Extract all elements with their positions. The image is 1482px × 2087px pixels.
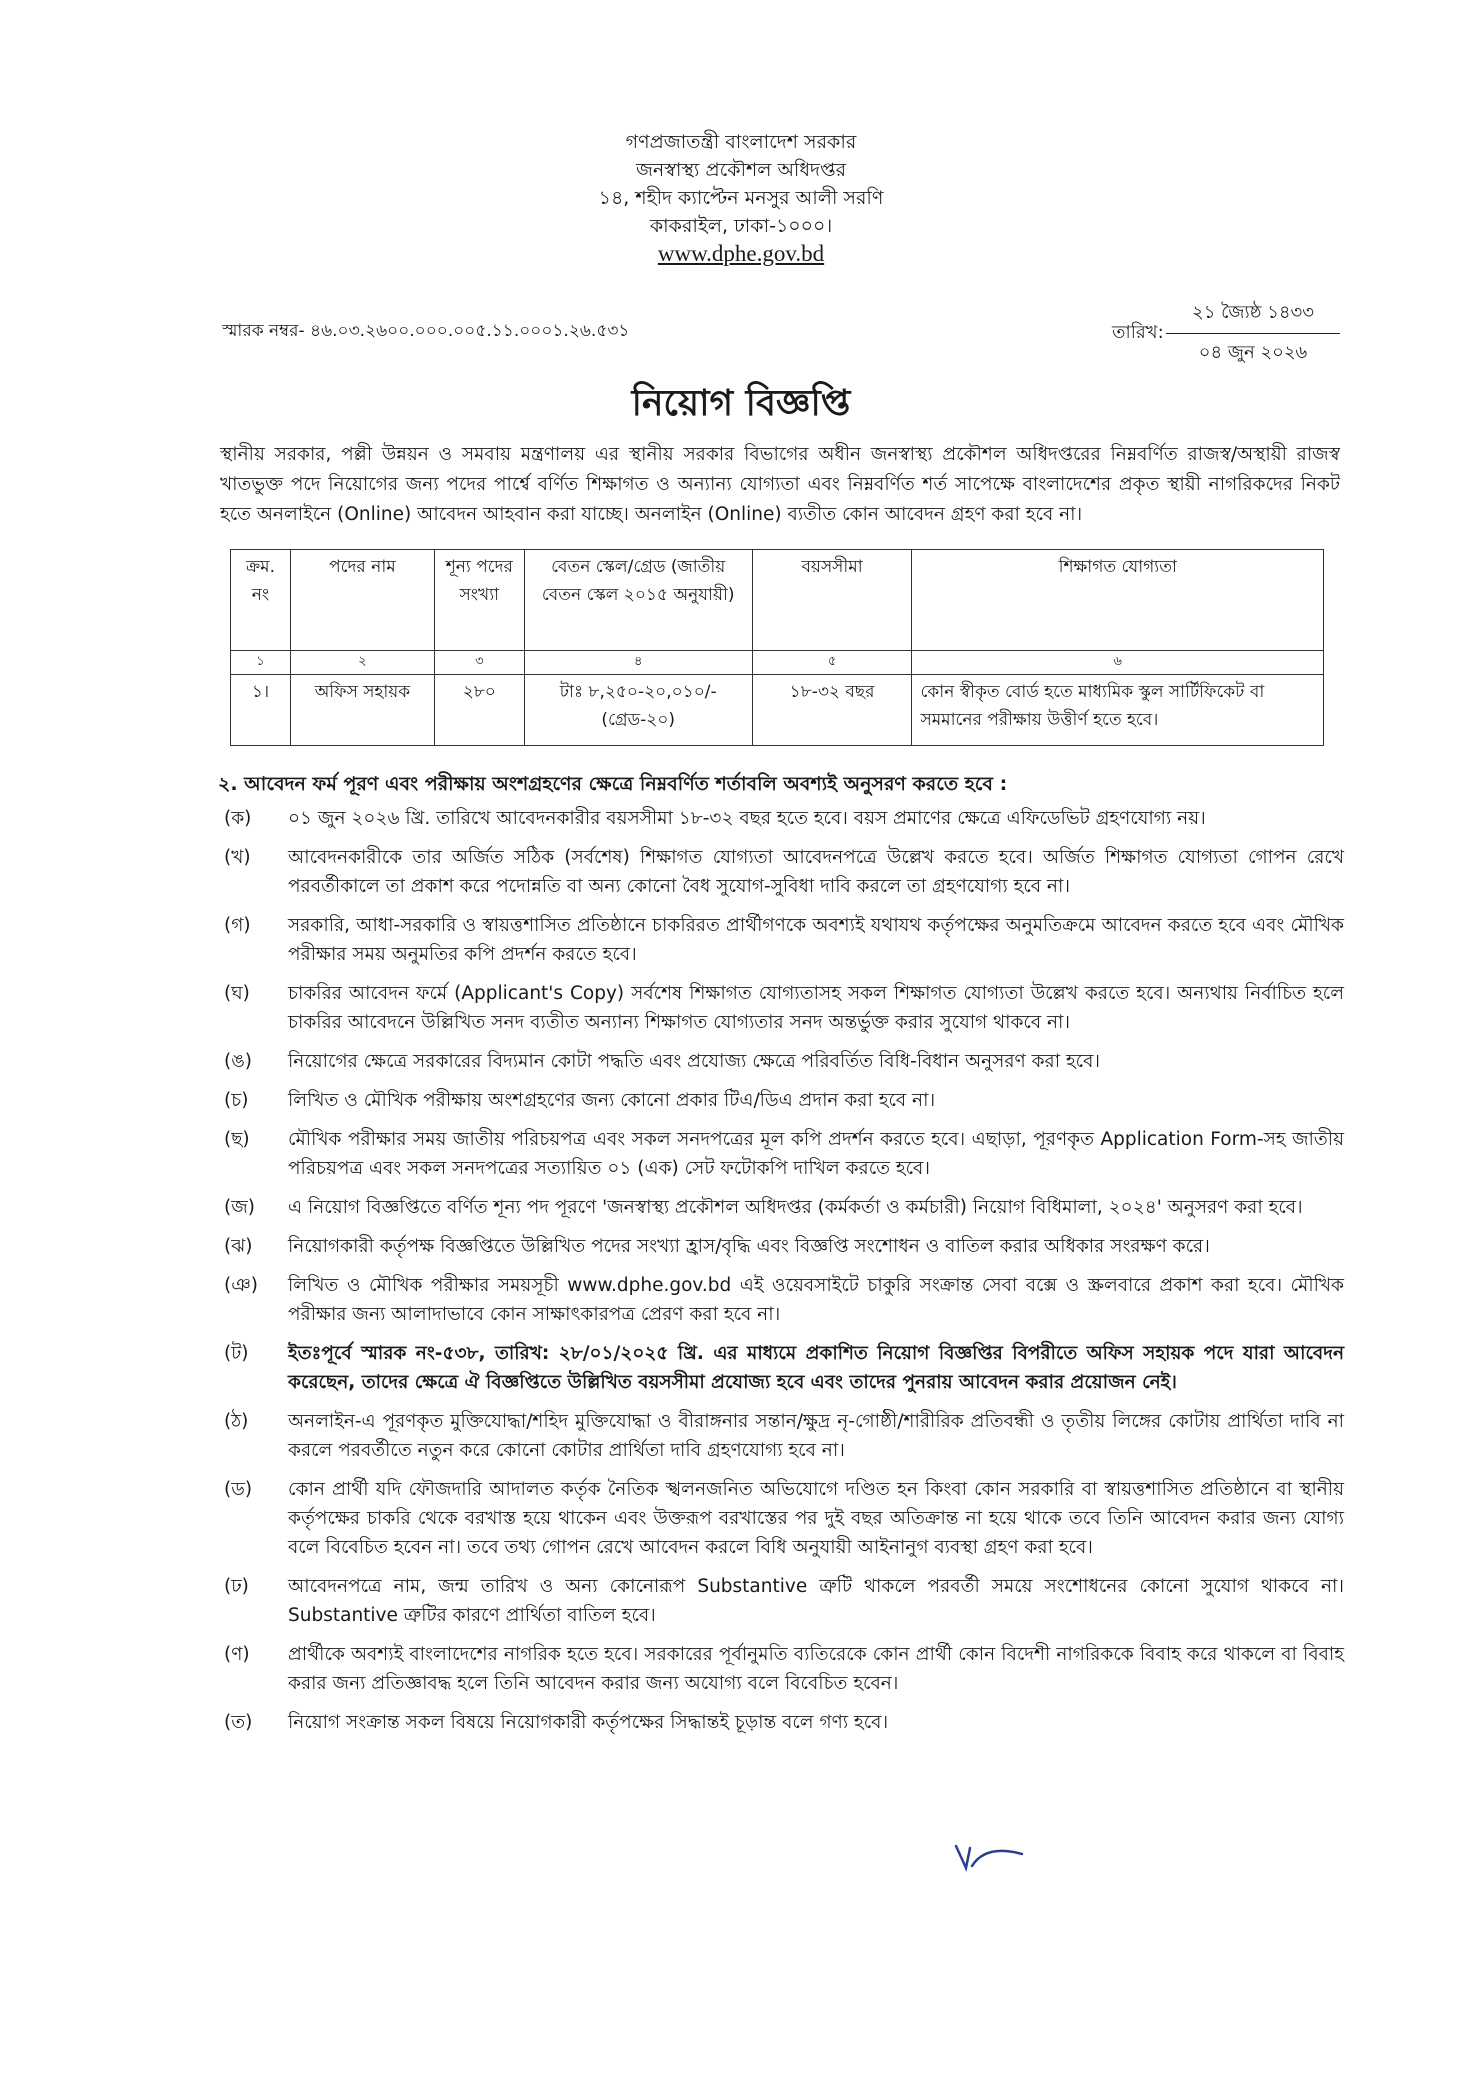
memo-number: স্মারক নম্বর- ৪৬.০৩.২৬০০.০০০.০০৫.১১.০০০১.২৬.৫৩১ [222, 321, 630, 341]
condition-item [224, 1407, 1344, 1465]
condition-item [224, 911, 1344, 969]
condition-text: কোন প্রার্থী যদি ফৌজদারি আদালত কর্তৃক নৈতিক স্খলনজনিত অভিযোগে দণ্ডিত হন কিংবা কোন সরকারি বা স্বায়ত্তশাসিত প্রতিষ্ঠানে বা স্থানীয় কর্তৃপক্ষের চাকরি থেকে বরখাস্ত হয়ে থাকেন এবং উক্তরূপ বরখাস্তের পর দুই বছর অতিক্রান্ত না হয়ে থাকে তবে তিনি আবেদন করার জন্য যোগ্য বলে বিবেচিত হবেন না। তবে তথ্য গোপন রেখে আবেদন করলে বিধি অনুযায়ী আইনানুগ ব্যবস্থা গ্রহণ করা হবে। [288, 1479, 1344, 1558]
condition-text: সরকারি, আধা-সরকারি ও স্বায়ত্তশাসিত প্রতিষ্ঠানে চাকরিরত প্রার্থীগণকে অবশ্যই যথাযথ কর্তৃপক্ষের অনুমতিক্রমে আবেদন করতে হবে এবং মৌখিক পরীক্ষার সময় অনুমতির কপি প্রদর্শন করতে হবে। [288, 915, 1344, 965]
condition-text: নিয়োগকারী কর্তৃপক্ষ বিজ্ঞপ্তিতে উল্লিখিত পদের সংখ্যা হ্রাস/বৃদ্ধি এবং বিজ্ঞপ্তি সংশোধন ও বাতিল করার অধিকার সংরক্ষণ করে। [288, 1236, 1210, 1257]
condition-text: অনলাইন-এ পূরণকৃত মুক্তিযোদ্ধা/শহিদ মুক্তিযোদ্ধা ও বীরাঙ্গনার সন্তান/ক্ষুদ্র নৃ-গোষ্ঠী/শারীরিক প্রতিবন্ধী ও তৃতীয় লিঙ্গের কোটায় প্রার্থিতা দাবি না করলে পরবর্তীতে নতুন করে কোনো কোটার প্রার্থিতা দাবি গ্রহণযোগ্য হবে না। [288, 1411, 1344, 1461]
cell-serial: ১। [231, 675, 291, 746]
condition-item [224, 1125, 1344, 1183]
column-number-row [231, 651, 1324, 675]
col-number: ১ [231, 651, 291, 675]
department-name: জনস্বাস্থ্য প্রকৌশল অধিদপ্তর [635, 159, 847, 181]
condition-label: (ঠ) [224, 1411, 249, 1432]
header-qualification: শিক্ষাগত যোগ্যতা [912, 550, 1324, 651]
condition-label: (ঘ) [224, 983, 250, 1004]
cell-qualification: কোন স্বীকৃত বোর্ড হতে মাধ্যমিক স্কুল সার্টিফিকেট বা সমমানের পরীক্ষায় উত্তীর্ণ হতে হবে। [912, 675, 1324, 746]
date-english: ০৪ জুন ২০২৬ [1198, 342, 1308, 363]
date-label: তারিখ: [1112, 322, 1164, 343]
condition-item [224, 1086, 1344, 1115]
condition-text: ০১ জুন ২০২৬ খ্রি. তারিখে আবেদনকারীর বয়সসীমা ১৮-৩২ বছর হতে হবে। বয়স প্রমাণের ক্ষেত্রে এফিডেভিট গ্রহণযোগ্য নয়। [288, 808, 1206, 829]
condition-item [224, 1193, 1344, 1222]
condition-item [224, 1708, 1344, 1737]
condition-item [224, 1047, 1344, 1076]
vacancy-table [230, 549, 1324, 746]
col-number: ৪ [524, 651, 752, 675]
condition-item [224, 804, 1344, 833]
condition-label: (গ) [224, 915, 251, 936]
condition-label: (ঞ) [224, 1275, 258, 1296]
condition-label: (চ) [224, 1090, 249, 1111]
col-number: ৬ [912, 651, 1324, 675]
col-number: ২ [290, 651, 434, 675]
condition-label: (ক) [224, 808, 252, 829]
notice-title: নিয়োগ বিজ্ঞপ্তি [631, 383, 851, 424]
cell-age: ১৮-৩২ বছর [752, 675, 912, 746]
website-link[interactable]: www.dphe.gov.bd [657, 241, 825, 266]
condition-text: আবেদনকারীকে তার অর্জিত সঠিক (সর্বশেষ) শিক্ষাগত যোগ্যতা আবেদনপত্রে উল্লেখ করতে হবে। অর্জিত শিক্ষাগত যোগ্যতা গোপন রেখে পরবর্তীকালে তা প্রকাশ করে পদোন্নতি বা অন্য কোনো বৈধ সুযোগ-সুবিধা দাবি করলে তা গ্রহণযোগ্য হবে না। [288, 847, 1345, 897]
condition-item [224, 1572, 1344, 1630]
condition-label: (ড) [224, 1479, 253, 1500]
condition-text: নিয়োগ সংক্রান্ত সকল বিষয়ে নিয়োগকারী কর্তৃপক্ষের সিদ্ধান্তই চূড়ান্ত বলে গণ্য হবে। [288, 1712, 889, 1733]
condition-item [224, 1475, 1344, 1562]
header-age: বয়সসীমা [752, 550, 912, 651]
condition-text: প্রার্থীকে অবশ্যই বাংলাদেশের নাগরিক হতে হবে। সরকারের পূর্বানুমতি ব্যতিরেকে কোন প্রার্থী কোন বিদেশী নাগরিককে বিবাহ করে থাকলে বা বিবাহ করার জন্য প্রতিজ্ঞাবদ্ধ হলে তিনি আবেদন করার জন্য অযোগ্য বলে বিবেচিত হবেন। [288, 1644, 1344, 1694]
condition-label: (ট) [224, 1343, 249, 1364]
condition-text: নিয়োগের ক্ষেত্রে সরকারের বিদ্যমান কোটা পদ্ধতি এবং প্রযোজ্য ক্ষেত্রে পরিবর্তিত বিধি-বিধান অনুসরণ করা হবে। [288, 1051, 1101, 1072]
condition-label: (ত) [224, 1712, 253, 1733]
condition-text: লিখিত ও মৌখিক পরীক্ষার সময়সূচী www.dphe.gov.bd এই ওয়েবসাইটে চাকুরি সংক্রান্ত সেবা বক্সে ও স্ক্রলবারে প্রকাশ করা হবে। মৌখিক পরীক্ষার জন্য আলাদাভাবে কোন সাক্ষাৎকারপত্র প্রেরণ করা হবে না। [288, 1275, 1344, 1325]
condition-text: চাকরির আবেদন ফর্মে (Applicant's Copy) সর্বশেষ শিক্ষাগত যোগ্যতাসহ সকল শিক্ষাগত যোগ্যতা উল্লেখ করতে হবে। অন্যথায় নির্বাচিত হলে চাকরির আবেদনে উল্লিখিত সনদ ব্যতীত অন্যান্য শিক্ষাগত যোগ্যতার সনদ অন্তর্ভুক্ত করার সুযোগ থাকবে না। [288, 983, 1344, 1033]
header-serial: ক্রম. নং [231, 550, 291, 651]
city-line: কাকরাইল, ঢাকা-১০০০। [649, 215, 833, 237]
condition-item [224, 1271, 1344, 1329]
condition-item [224, 843, 1344, 901]
signature [950, 1836, 1030, 1876]
condition-item [224, 979, 1344, 1037]
condition-item [224, 1339, 1344, 1397]
header-vacancy: শূন্য পদের সংখ্যা [434, 550, 524, 651]
condition-label: (ঢ) [224, 1576, 249, 1597]
conditions-list [224, 804, 1344, 1747]
condition-text: ইতঃপূর্বে স্মারক নং-৫৩৮, তারিখ: ২৮/০১/২০২৫ খ্রি. এর মাধ্যমে প্রকাশিত নিয়োগ বিজ্ঞপ্তির বিপরীতে অফিস সহায়ক পদে যারা আবেদন করেছেন, তাদের ক্ষেত্রে ঐ বিজ্ঞপ্তিতে উল্লিখিত বয়সসীমা প্রযোজ্য হবে এবং তাদের পুনরায় আবেদন করার প্রয়োজন নেই। [288, 1343, 1344, 1393]
condition-text: মৌখিক পরীক্ষার সময় জাতীয় পরিচয়পত্র এবং সকল সনদপত্রের মূল কপি প্রদর্শন করতে হবে। এছাড়া, পূরণকৃত Application Form-সহ জাতীয় পরিচয়পত্র এবং সকল সনদপত্রের সত্যায়িত ০১ (এক) সেট ফটোকপি দাখিল করতে হবে। [288, 1129, 1344, 1179]
address-line: ১৪, শহীদ ক্যাপ্টেন মনসুর আলী সরণি [598, 187, 884, 209]
col-number: ৩ [434, 651, 524, 675]
date-bangla: ২১ জ্যৈষ্ঠ ১৪৩৩ [1166, 298, 1340, 334]
govt-name: গণপ্রজাতন্ত্রী বাংলাদেশ সরকার [625, 131, 857, 153]
condition-label: (ঝ) [224, 1236, 253, 1257]
condition-label: (ঙ) [224, 1051, 253, 1072]
condition-text: আবেদনপত্রে নাম, জন্ম তারিখ ও অন্য কোনোরূপ Substantive ত্রুটি থাকলে পরবর্তী সময়ে সংশোধনের কোনো সুযোগ থাকবে না। Substantive ত্রুটির কারণে প্রার্থিতা বাতিল হবে। [288, 1576, 1344, 1626]
condition-text: লিখিত ও মৌখিক পরীক্ষায় অংশগ্রহণের জন্য কোনো প্রকার টিএ/ডিএ প্রদান করা হবে না। [288, 1090, 936, 1111]
condition-text: এ নিয়োগ বিজ্ঞপ্তিতে বর্ণিত শূন্য পদ পূরণে 'জনস্বাস্থ্য প্রকৌশল অধিদপ্তর (কর্মকর্তা ও কর্মচারী) নিয়োগ বিধিমালা, ২০২৪' অনুসরণ করা হবে। [288, 1197, 1303, 1218]
header-scale: বেতন স্কেল/গ্রেড (জাতীয় বেতন স্কেল ২০১৫ অনুযায়ী) [524, 550, 752, 651]
header-post: পদের নাম [290, 550, 434, 651]
conditions-heading: ২. আবেদন ফর্ম পূরণ এবং পরীক্ষায় অংশগ্রহণের ক্ষেত্রে নিম্নবর্ণিত শর্তাবলি অবশ্যই অনুসরণ করতে হবে : [218, 773, 1008, 795]
table-header-row [231, 550, 1324, 651]
cell-scale: টাঃ ৮,২৫০-২০,০১০/- (গ্রেড-২০) [524, 675, 752, 746]
condition-item [224, 1232, 1344, 1261]
cell-post: অফিস সহায়ক [290, 675, 434, 746]
date-block [1166, 298, 1340, 369]
condition-item [224, 1640, 1344, 1698]
condition-label: (খ) [224, 847, 251, 868]
table-row [231, 675, 1324, 746]
intro-paragraph: স্থানীয় সরকার, পল্লী উন্নয়ন ও সমবায় মন্ত্রণালয় এর স্থানীয় সরকার বিভাগের অধীন জনস্বাস্থ্য প্রকৌশল অধিদপ্তরের নিম্নবর্ণিত রাজস্ব/অস্থায়ী রাজস্ব খাতভুক্ত পদে নিয়োগের জন্য পদের পার্শ্বে বর্ণিত শিক্ষাগত ও অন্যান্য যোগ্যতা এবং নিম্নবর্ণিত শর্ত সাপেক্ষে বাংলাদেশের প্রকৃত স্থায়ী নাগরিকদের নিকট হতে অনলাইনে (Online) আবেদন আহবান করা যাচ্ছে। অনলাইন (Online) ব্যতীত কোন আবেদন গ্রহণ করা হবে না। [220, 444, 1340, 525]
condition-label: (জ) [224, 1197, 255, 1218]
condition-label: (ণ) [224, 1644, 250, 1665]
col-number: ৫ [752, 651, 912, 675]
cell-vacancy: ২৮০ [434, 675, 524, 746]
condition-label: (ছ) [224, 1129, 250, 1150]
letterhead [0, 128, 1482, 268]
